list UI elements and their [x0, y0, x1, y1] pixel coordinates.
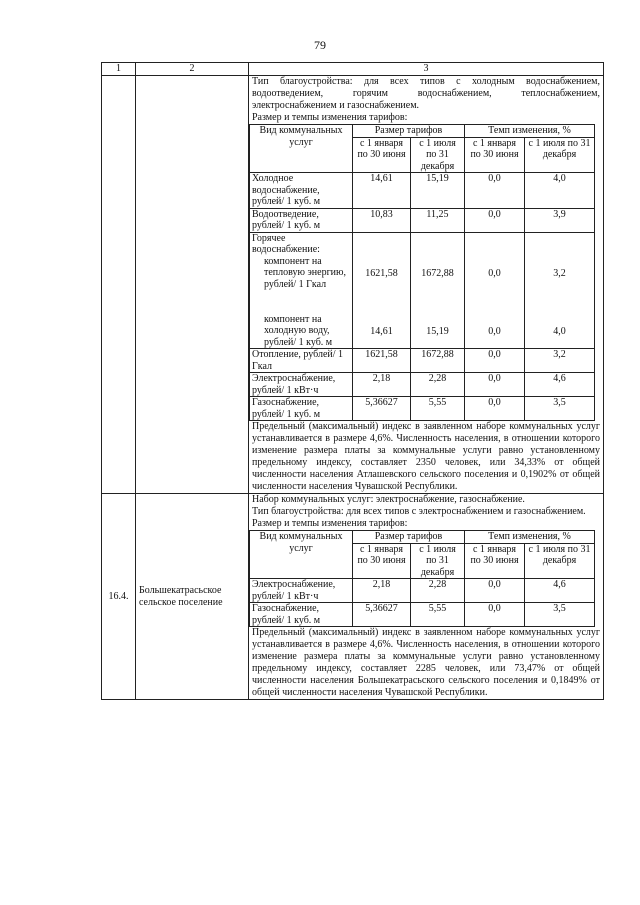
row-value: 0,0: [465, 173, 525, 209]
row-value: 1672,88: [421, 267, 454, 279]
row-value: 4,6: [525, 579, 595, 603]
row-value: 10,83: [353, 208, 411, 232]
column-header-3: 3: [249, 63, 604, 76]
column-header-1: 1: [102, 63, 136, 76]
head-kind: Вид коммунальных услуг: [250, 125, 353, 173]
row-value: 3,5: [525, 397, 595, 421]
row-value: 14,61: [370, 325, 393, 337]
tariff-table-2: [249, 530, 595, 627]
row-value: 4,0: [553, 325, 566, 337]
section1-name-cell: [136, 76, 249, 494]
row-value: 3,5: [525, 603, 595, 627]
row-value: [465, 232, 525, 349]
row-name: [250, 232, 353, 349]
head-period-1: с 1 января по 30 июня: [353, 137, 411, 173]
row-value: 0,0: [465, 349, 525, 373]
head-period-4: с 1 июля по 31 декабря: [525, 137, 595, 173]
row-value: 5,55: [411, 603, 465, 627]
row-value: 1621,58: [365, 267, 398, 279]
column-header-2: 2: [136, 63, 249, 76]
row-name: Водоотведение, рублей/ 1 куб. м: [250, 208, 353, 232]
row-value: 0,0: [465, 397, 525, 421]
row-value: 2,18: [353, 373, 411, 397]
page-number: 79: [314, 38, 326, 52]
row-name-sub: компонент на тепловую энергию, рублей/ 1 Гкал: [264, 255, 347, 290]
row-name: Электроснабжение, рублей/ 1 кВт·ч: [250, 373, 353, 397]
row-value: 1672,88: [411, 349, 465, 373]
section2-line: Размер и темпы изменения тарифов:: [252, 518, 408, 529]
column-header-row: [102, 63, 604, 76]
row-value: 0,0: [488, 325, 501, 337]
table-row: [250, 208, 595, 232]
row-value: 15,19: [426, 325, 449, 337]
row-name: Газоснабжение, рублей/ 1 куб. м: [250, 603, 353, 627]
table-row: [250, 173, 595, 209]
section-row-2: [102, 494, 604, 700]
section1-line: Размер и темпы изменения тарифов:: [252, 112, 408, 123]
section2-content: [249, 494, 604, 700]
head-period-2: с 1 июля по 31 декабря: [411, 137, 465, 173]
row-value: 0,0: [465, 579, 525, 603]
head-period-2: с 1 июля по 31 декабря: [411, 543, 465, 579]
row-name-sub: компонент на холодную воду, рублей/ 1 куб. м: [264, 313, 333, 348]
row-value: 5,55: [411, 397, 465, 421]
row-value: 3,2: [525, 349, 595, 373]
row-value: [353, 232, 411, 349]
section1-footer: Предельный (максимальный) индекс в заявленном наборе коммунальных услуг устанавливается в размере 4,6%. Численность населения, в отношении которого изменение размера платы за коммунальные услуги равно установленному предельному индексу, составляет 2350 человек, или 34,33% от общей численности населения Атлашевского сельского поселения и 0,1902% от общей численности населения Чувашской Республики.: [252, 421, 600, 492]
head-period-1: с 1 января по 30 июня: [353, 543, 411, 579]
row-name: Холодное водоснабжение, рублей/ 1 куб. м: [250, 173, 353, 209]
section1-content: [249, 76, 604, 494]
table-row: [250, 373, 595, 397]
row-value: 5,36627: [353, 603, 411, 627]
row-value: 1621,58: [353, 349, 411, 373]
head-period-3: с 1 января по 30 июня: [465, 137, 525, 173]
table-row: [250, 232, 595, 349]
row-value: 11,25: [411, 208, 465, 232]
row-value: 4,0: [525, 173, 595, 209]
row-name: Отопление, рублей/ 1 Гкал: [250, 349, 353, 373]
row-value: 2,18: [353, 579, 411, 603]
head-period-3: с 1 января по 30 июня: [465, 543, 525, 579]
row-value: [411, 232, 465, 349]
row-value: 15,19: [411, 173, 465, 209]
head-rate: Темп изменения, %: [465, 125, 595, 138]
row-value: 0,0: [465, 208, 525, 232]
row-name-group: Горячее водоснабжение:: [252, 232, 320, 255]
row-value: 3,2: [553, 267, 566, 279]
row-value: 2,28: [411, 373, 465, 397]
row-name: Газоснабжение, рублей/ 1 куб. м: [250, 397, 353, 421]
row-value: 0,0: [465, 603, 525, 627]
row-value: 2,28: [411, 579, 465, 603]
head-size: Размер тарифов: [353, 531, 465, 544]
row-value: 5,36627: [353, 397, 411, 421]
table-row: [250, 349, 595, 373]
table-row: [250, 397, 595, 421]
section2-line: Тип благоустройства: для всех типов с электроснабжением и газоснабжением.: [252, 506, 586, 517]
table-row: [250, 603, 595, 627]
main-table: [101, 62, 604, 700]
row-value: 4,6: [525, 373, 595, 397]
row-value: 0,0: [465, 373, 525, 397]
section1-line: Тип благоустройства: для всех типов с холодным водоснабжением, водоотведением, горячим водоснабжением, теплоснабжением, электроснабжением и газоснабжением.: [252, 76, 600, 111]
section1-number-cell: [102, 76, 136, 494]
row-value: 0,0: [488, 267, 501, 279]
table-row: [250, 579, 595, 603]
section-row-1: [102, 76, 604, 494]
section2-name: Большекатрасьское сельское поселение: [136, 494, 249, 700]
tariff-table-1: [249, 124, 595, 421]
section2-number: 16.4.: [102, 494, 136, 700]
row-value: 14,61: [353, 173, 411, 209]
row-value: [525, 232, 595, 349]
head-rate: Темп изменения, %: [465, 531, 595, 544]
row-value: 3,9: [525, 208, 595, 232]
row-name: Электроснабжение, рублей/ 1 кВт·ч: [250, 579, 353, 603]
section2-line: Набор коммунальных услуг: электроснабжение, газоснабжение.: [252, 494, 525, 505]
head-period-4: с 1 июля по 31 декабря: [525, 543, 595, 579]
head-size: Размер тарифов: [353, 125, 465, 138]
section2-footer: Предельный (максимальный) индекс в заявленном наборе коммунальных услуг устанавливается в размере 4,6%. Численность населения, в отношении которого изменение размера платы за коммунальные услуги равно установленному предельному индексу, составляет 2285 человек, или 73,47% от общей численности населения Большекатрасьского сельского поселения и 0,1849% от общей численности населения Чувашской Республики.: [252, 627, 600, 698]
head-kind: Вид коммунальных услуг: [250, 531, 353, 579]
